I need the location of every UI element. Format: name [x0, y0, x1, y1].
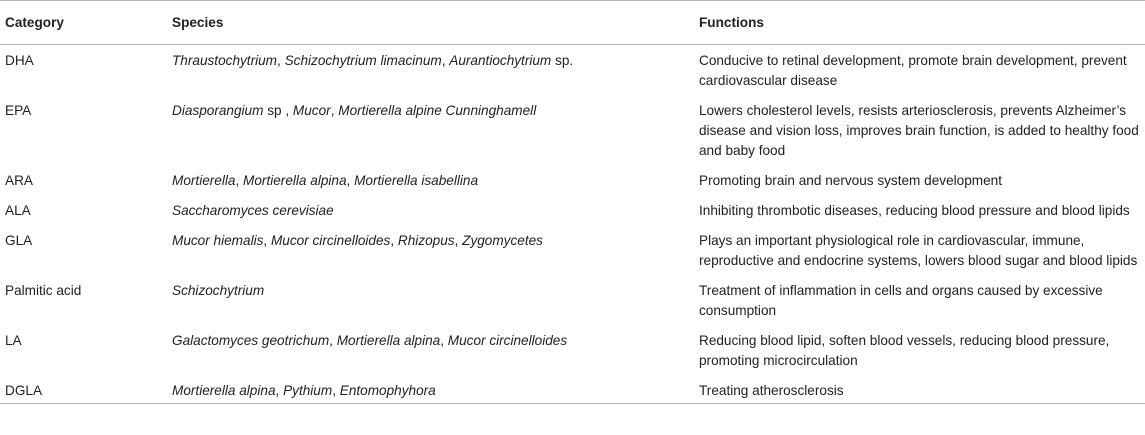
cell-species — [167, 225, 694, 275]
species-separator: , — [346, 173, 355, 188]
species-name: Mortierella alpina — [336, 333, 441, 348]
species-separator: sp , — [263, 103, 293, 118]
species-separator: , — [330, 103, 339, 118]
cell-functions: Promoting brain and nervous system development — [699, 173, 1002, 188]
species-separator: , — [454, 233, 463, 248]
cell-category: DHA — [5, 53, 34, 68]
species-separator: , — [329, 333, 337, 348]
cell-functions: Reducing blood lipid, soften blood vessels, reducing blood pressure, promoting microcirculation — [699, 333, 1110, 368]
species-separator: , — [440, 333, 448, 348]
species-name: Galactomyces geotrichum — [172, 333, 330, 348]
cell-functions: Inhibiting thrombotic diseases, reducing blood pressure and blood lipids — [699, 203, 1130, 218]
species-separator: , — [441, 53, 450, 68]
table-row — [0, 195, 1145, 225]
header-row — [0, 1, 1145, 45]
cell-species — [167, 95, 694, 165]
table-body — [0, 45, 1145, 404]
species-separator: , — [332, 383, 340, 398]
cell-species — [167, 165, 694, 195]
species-name: Diasporangium — [172, 103, 264, 118]
cell-category: EPA — [5, 103, 32, 118]
species-separator: , — [275, 383, 284, 398]
table-row — [0, 325, 1145, 375]
table-row — [0, 225, 1145, 275]
cell-species — [167, 375, 694, 404]
cell-species — [167, 275, 694, 325]
species-name: Mortierella alpina — [172, 383, 276, 398]
species-name: Mortierella isabellina — [354, 173, 479, 188]
cell-category: GLA — [5, 233, 33, 248]
species-name: Saccharomyces cerevisiae — [172, 203, 334, 218]
cell-functions: Lowers cholesterol levels, resists arteriosclerosis, prevents Alzheimer’s disease and vision loss, improves brain function, is added to healthy food and baby food — [699, 103, 1139, 158]
cell-functions: Plays an important physiological role in cardiovascular, immune, reproductive and endocrine systems, lowers blood sugar and blood lipids — [699, 233, 1138, 268]
cell-species — [167, 45, 694, 96]
species-name: Mucor circinelloides — [270, 233, 391, 248]
species-separator: sp. — [551, 53, 574, 68]
cell-category: Palmitic acid — [5, 283, 82, 298]
cell-category: ARA — [5, 173, 33, 188]
table-header — [0, 1, 1145, 45]
species-name: Mucor circinelloides — [447, 333, 568, 348]
species-separator: , — [263, 233, 271, 248]
cell-category: ALA — [5, 203, 31, 218]
species-name: Schizochytrium limacinum — [284, 53, 442, 68]
cell-functions: Treating atherosclerosis — [694, 375, 1145, 404]
table-row — [0, 275, 1145, 325]
species-name: Thraustochytrium — [172, 53, 278, 68]
species-name: Mortierella alpine Cunninghamell — [338, 103, 537, 118]
species-name: Schizochytrium — [172, 283, 265, 298]
species-name: Entomophyhora — [339, 383, 436, 398]
header-functions: Functions — [694, 1, 1145, 45]
cell-category: DGLA — [0, 375, 167, 404]
species-name: Rhizopus — [397, 233, 455, 248]
species-name: Aurantiochytrium — [449, 53, 552, 68]
header-category: Category — [0, 1, 167, 45]
species-name: Mortierella — [172, 173, 236, 188]
table-row — [0, 45, 1145, 96]
table-row — [0, 375, 1145, 404]
cell-species — [167, 195, 694, 225]
table-row — [0, 95, 1145, 165]
species-name: Pythium — [283, 383, 333, 398]
cell-functions: Treatment of inflammation in cells and organs caused by excessive consumption — [699, 283, 1103, 318]
species-separator: , — [390, 233, 398, 248]
species-name: Mucor — [292, 103, 331, 118]
species-separator: , — [235, 173, 244, 188]
species-separator: , — [277, 53, 285, 68]
species-name: Mucor hiemalis — [172, 233, 264, 248]
table-row — [0, 165, 1145, 195]
cell-category: LA — [5, 333, 22, 348]
cell-species — [167, 325, 694, 375]
species-name: Zygomycetes — [462, 233, 543, 248]
header-species: Species — [167, 1, 694, 45]
species-name: Mortierella alpina — [243, 173, 347, 188]
cell-functions: Conducive to retinal development, promote brain development, prevent cardiovascular disease — [699, 53, 1127, 88]
